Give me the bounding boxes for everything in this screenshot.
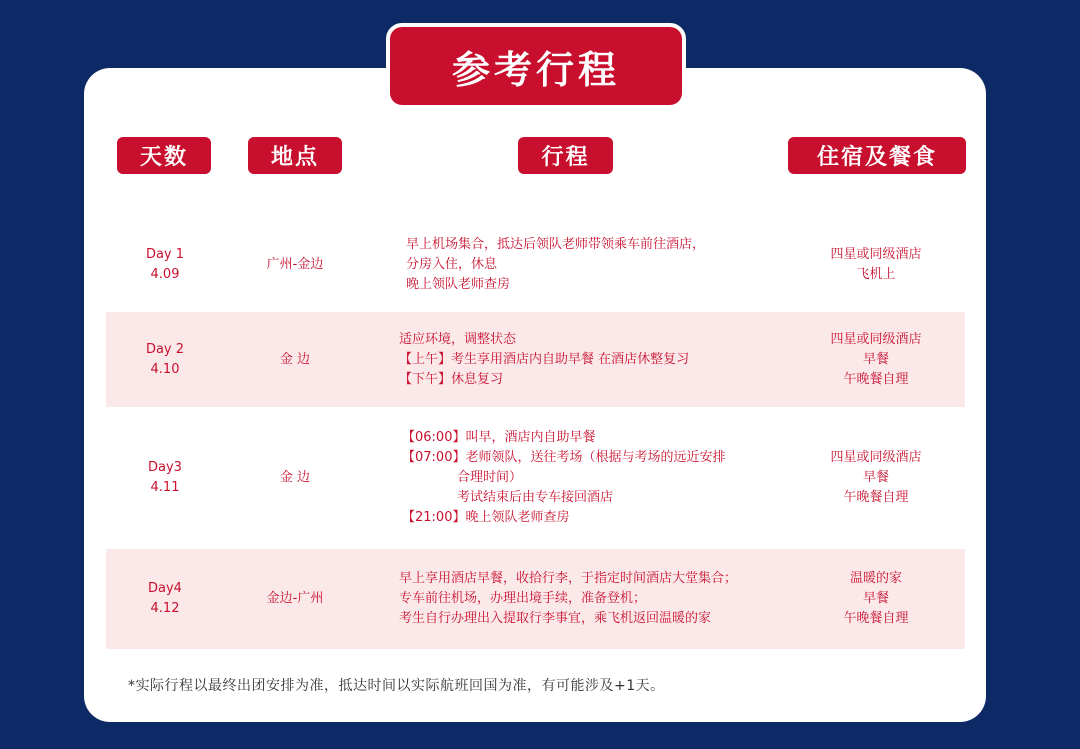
itinerary-line: 【07:00】老师领队，送往考场（根据与考场的远近安排 xyxy=(402,450,726,465)
stay-line: 四星或同级酒店 xyxy=(830,247,922,262)
header-place: 地点 xyxy=(248,137,342,174)
stay-line: 四星或同级酒店 xyxy=(830,450,922,465)
itinerary-line: 【21:00】晚上领队老师查房 xyxy=(402,510,570,525)
day-label: Day 1 xyxy=(145,247,185,262)
stay-line: 飞机上 xyxy=(856,267,896,282)
table-row xyxy=(106,218,965,312)
itinerary-line: 【下午】休息复习 xyxy=(399,371,504,387)
itinerary-cell xyxy=(406,218,806,312)
stay-line: 四星或同级酒店 xyxy=(830,331,922,347)
stay-cell xyxy=(806,218,946,312)
header-stay: 住宿及餐食 xyxy=(788,137,966,174)
table-row xyxy=(106,418,965,538)
header-itinerary: 行程 xyxy=(518,137,613,174)
page-title: 参考行程 xyxy=(386,23,686,109)
day-cell xyxy=(106,549,224,649)
itinerary-line: 合理时间） xyxy=(457,470,523,485)
itinerary-line: 专车前往机场，办理出境手续，准备登机； xyxy=(399,591,647,606)
day-label: Day 2 xyxy=(145,341,185,357)
itinerary-cell xyxy=(402,418,802,538)
itinerary-line: 【上午】考生享用酒店内自助早餐 在酒店休整复习 xyxy=(399,351,690,367)
stay-cell xyxy=(806,549,946,649)
place-label: 金 边 xyxy=(279,351,311,367)
day-date: 4.11 xyxy=(150,480,180,495)
table-row xyxy=(106,312,965,407)
stay-line: 午晚餐自理 xyxy=(843,490,909,505)
itinerary-line: 考试结束后由专车接回酒店 xyxy=(457,490,614,505)
day-cell xyxy=(106,418,224,538)
itinerary-line: 适应环境，调整状态 xyxy=(399,331,517,347)
header-day: 天数 xyxy=(117,137,211,174)
day-date: 4.10 xyxy=(150,361,180,377)
stay-line: 早餐 xyxy=(862,351,889,367)
place-cell xyxy=(224,312,366,407)
table-row xyxy=(106,549,965,649)
itinerary-cell xyxy=(399,549,799,649)
itinerary-line: 晚上领队老师查房 xyxy=(406,277,511,292)
place-label: 金边-广州 xyxy=(266,591,324,606)
day-cell xyxy=(106,312,224,407)
itinerary-cell xyxy=(399,312,799,407)
itinerary-line: 早上享用酒店早餐，收拾行李，于指定时间酒店大堂集合； xyxy=(399,571,738,586)
stay-line: 温暖的家 xyxy=(849,571,902,586)
place-cell xyxy=(224,218,366,312)
day-label: Day3 xyxy=(148,460,182,475)
stay-line: 午晚餐自理 xyxy=(843,611,909,626)
day-date: 4.12 xyxy=(150,601,180,616)
stay-line: 早餐 xyxy=(862,591,889,606)
footnote: *实际行程以最终出团安排为准，抵达时间以实际航班回国为准，有可能涉及+1天。 xyxy=(128,678,665,694)
place-label: 金 边 xyxy=(279,470,311,485)
day-date: 4.09 xyxy=(150,267,180,282)
stay-cell xyxy=(806,312,946,407)
place-label: 广州-金边 xyxy=(266,257,324,272)
itinerary-line: 早上机场集合，抵达后领队老师带领乘车前往酒店， xyxy=(406,237,706,252)
itinerary-line: 【06:00】叫早，酒店内自助早餐 xyxy=(402,430,596,445)
place-cell xyxy=(224,418,366,538)
day-label: Day4 xyxy=(148,581,182,596)
stay-cell xyxy=(806,418,946,538)
itinerary-line: 考生自行办理出入提取行李事宜，乘飞机返回温暖的家 xyxy=(399,611,712,626)
day-cell xyxy=(106,218,224,312)
itinerary-line: 分房入住，休息 xyxy=(406,257,498,272)
stay-line: 早餐 xyxy=(862,470,889,485)
stay-line: 午晚餐自理 xyxy=(843,371,909,387)
place-cell xyxy=(224,549,366,649)
